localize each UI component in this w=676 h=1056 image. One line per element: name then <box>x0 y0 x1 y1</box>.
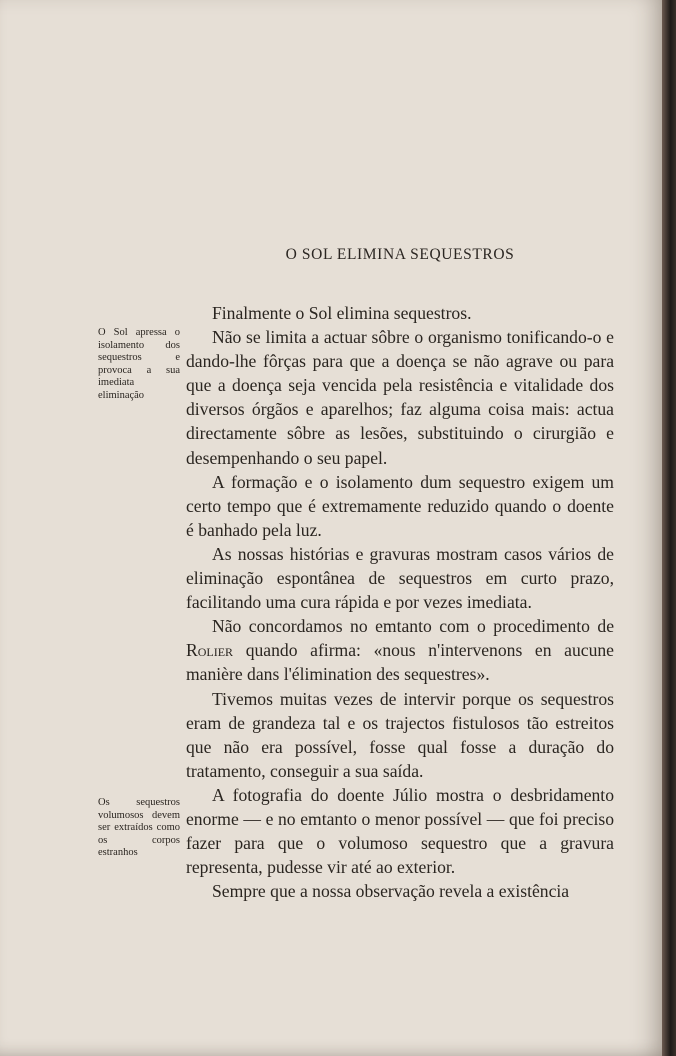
paragraph-4: As nossas histórias e gravuras mostram casos vários de eliminação espontânea de sequestros em curto prazo, facilitando uma cura rápida e por vezes imediata. <box>186 543 614 613</box>
paragraph-3: A formação e o isolamento dum sequestro exigem um certo tempo que é extremamente reduzido quando o doente é banhado pela luz. <box>186 471 614 540</box>
body-text <box>186 301 614 903</box>
paragraph-5-after: quando afirma: «nous n'intervenons en aucune manière dans l'élimination des sequestres». <box>186 640 614 685</box>
paragraph-7: A fotografia do doente Júlio mostra o desbridamento enorme — e no emtanto o menor possível — que foi preciso fazer para que o volumoso sequestro que a gravura representa, pudesse vir até ao exterior. <box>186 784 614 878</box>
paragraph-8: Sempre que a nossa observação revela a existência <box>212 881 570 902</box>
book-gutter <box>662 0 676 1056</box>
paragraph-6: Tivemos muitas vezes de intervir porque os sequestros eram de grandeza tal e os trajectos fistulosos tão estreitos que não era possível, fosse qual fosse a duração do tratamento, conseguir a sua saída. <box>186 688 614 781</box>
section-heading: O SOL ELIMINA SEQUESTROS <box>285 246 515 263</box>
paragraph-5-before: Não concordamos no emtanto com o procedimento de <box>212 616 614 637</box>
paragraph-5 <box>186 614 614 686</box>
paragraph-1: Finalmente o Sol elimina sequestros. <box>212 303 472 323</box>
author-name-rolier: Rolier <box>186 640 234 661</box>
paragraph-2: Não se limita a actuar sôbre o organismo tonificando-o e dando-lhe fôrças para que a doença se não agrave ou para que a doença seja vencida pela resistência e vitalidade dos diversos órgãos e aparelhos; faz alguma coisa mais: actua directamente sôbre as lesões, substituindo o cirurgião e desempenhando o seu papel. <box>186 327 614 468</box>
margin-note-1: O Sol apressa o isolamento dos sequestros e provoca a sua imediata eliminação <box>98 327 180 401</box>
margin-note-2: Os sequestros volumosos devem ser extraídos como os corpos estranhos <box>98 797 180 859</box>
